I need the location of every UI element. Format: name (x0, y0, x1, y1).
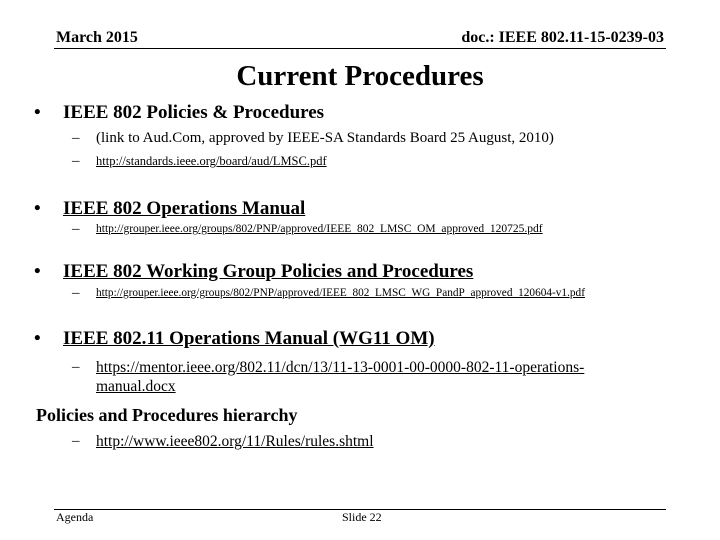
bullet-3: • (34, 261, 41, 282)
section-1-link[interactable]: http://standards.ieee.org/board/aud/LMSC.pdf (96, 154, 327, 168)
section-4-link-line-1[interactable]: https://mentor.ieee.org/802.11/dcn/13/11-13-0001-00-0000-802-11-operations- (96, 359, 585, 376)
section-4-link-line-2[interactable]: manual.docx (96, 378, 176, 395)
dash-1a: – (72, 130, 80, 146)
slide-number: Slide 22 (342, 510, 382, 524)
section-1-heading: IEEE 802 Policies & Procedures (63, 102, 325, 123)
footer-left: Agenda (56, 510, 94, 524)
slide-title: Current Procedures (236, 60, 484, 92)
section-2-link[interactable]: http://grouper.ieee.org/groups/802/PNP/approved/IEEE_802_LMSC_OM_approved_120725.pdf (96, 223, 543, 235)
bullet-1: • (34, 102, 41, 123)
dash-5a: – (72, 433, 80, 449)
section-3-link[interactable]: http://grouper.ieee.org/groups/802/PNP/approved/IEEE_802_LMSC_WG_PandP_approved_120604-v1.pdf (96, 287, 585, 299)
bullet-2: • (34, 198, 41, 219)
dash-4a: – (72, 359, 80, 375)
header-date: March 2015 (56, 29, 138, 46)
dash-2a: – (72, 221, 80, 237)
section-4-heading: IEEE 802.11 Operations Manual (WG11 OM) (63, 328, 435, 349)
section-1-note: (link to Aud.Com, approved by IEEE-SA Standards Board 25 August, 2010) (96, 130, 554, 146)
bullet-4: • (34, 328, 41, 349)
section-2-heading: IEEE 802 Operations Manual (63, 198, 306, 219)
dash-3a: – (72, 285, 80, 301)
hierarchy-heading: Policies and Procedures hierarchy (36, 405, 298, 425)
header-divider (54, 48, 666, 49)
dash-1b: – (72, 153, 80, 169)
section-3-heading: IEEE 802 Working Group Policies and Procedures (63, 261, 474, 282)
hierarchy-link[interactable]: http://www.ieee802.org/11/Rules/rules.shtml (96, 433, 374, 450)
header-doc-id: doc.: IEEE 802.11-15-0239-03 (461, 29, 664, 46)
